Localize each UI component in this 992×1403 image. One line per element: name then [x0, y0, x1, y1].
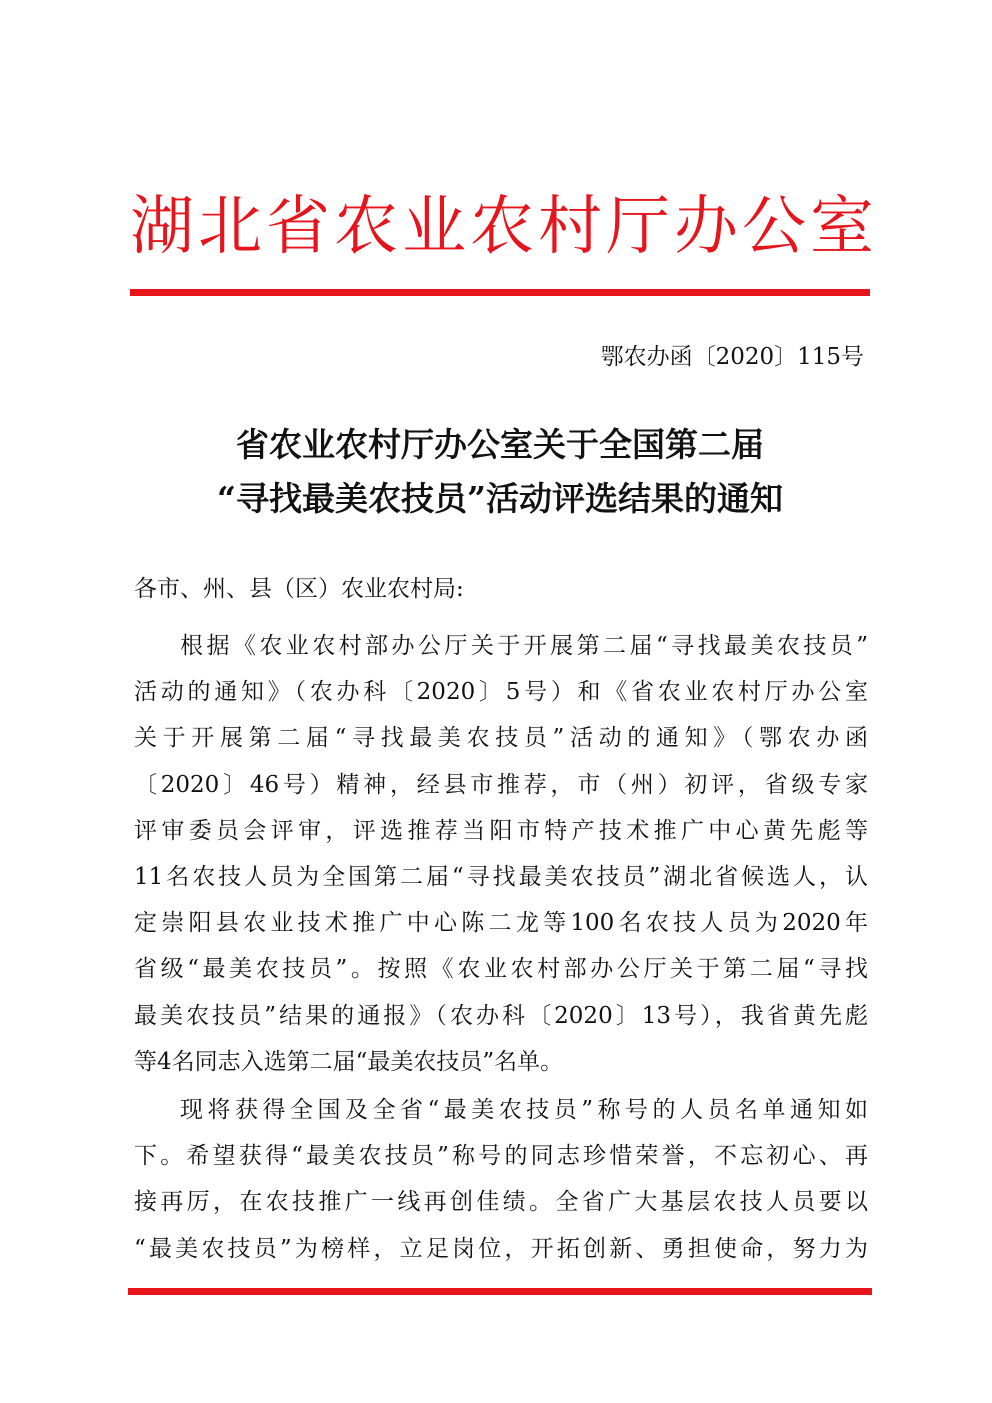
body-paragraph-2	[134, 1087, 868, 1272]
document-number: 鄂农办函〔2020〕115号	[600, 344, 864, 370]
paragraph-line: 省级“最美农技员”。按照《农业农村部办公厅关于第二届“寻找	[134, 956, 868, 983]
paragraph-line: 〔2020〕46号）精神，经县市推荐，市（州）初评，省级专家	[134, 771, 868, 798]
header-red-rule	[130, 289, 870, 296]
paragraph-line: 等4名同志入选第二届“最美农技员”名单。	[134, 1048, 564, 1075]
body-paragraph-1	[134, 623, 868, 1085]
paragraph-line: 现将获得全国及全省“最美农技员”称号的人员名单通知如	[180, 1097, 868, 1123]
paragraph-line: 最美农技员”结果的通报》（农办科〔2020〕13号），我省黄先彪	[134, 1002, 868, 1029]
paragraph-line: 接再厉，在农技推广一线再创佳绩。全省广大基层农技人员要以	[134, 1189, 868, 1216]
paragraph-line: 活动的通知》（农办科〔2020〕5号）和《省农业农村厅办公室	[134, 679, 868, 706]
footer-red-rule	[128, 1288, 872, 1295]
notice-title-line-1: 省农业农村厅办公室关于全国第二届	[236, 425, 764, 464]
paragraph-line: 下。希望获得“最美农技员”称号的同志珍惜荣誉，不忘初心、再	[134, 1143, 868, 1170]
paragraph-line: 根据《农业农村部办公厅关于开展第二届“寻找最美农技员”	[180, 633, 868, 659]
paragraph-line: 关于开展第二届“寻找最美农技员”活动的通知》（鄂农办函	[134, 725, 868, 752]
salutation: 各市、州、县（区）农业农村局:	[134, 576, 464, 602]
paragraph-line: 定崇阳县农业技术推广中心陈二龙等100名农技人员为2020年	[134, 910, 868, 937]
paragraph-line: 评审委员会评审，评选推荐当阳市特产技术推广中心黄先彪等	[134, 817, 868, 844]
paragraph-line: 11名农技人员为全国第二届“寻找最美农技员”湖北省候选人，认	[134, 863, 868, 890]
paragraph-line: “最美农技员”为榜样，立足岗位，开拓创新、勇担使命，努力为	[134, 1235, 868, 1262]
notice-title-line-2: “寻找最美农技员”活动评选结果的通知	[217, 479, 783, 518]
org-title: 湖北省农业农村厅办公室	[130, 190, 878, 264]
